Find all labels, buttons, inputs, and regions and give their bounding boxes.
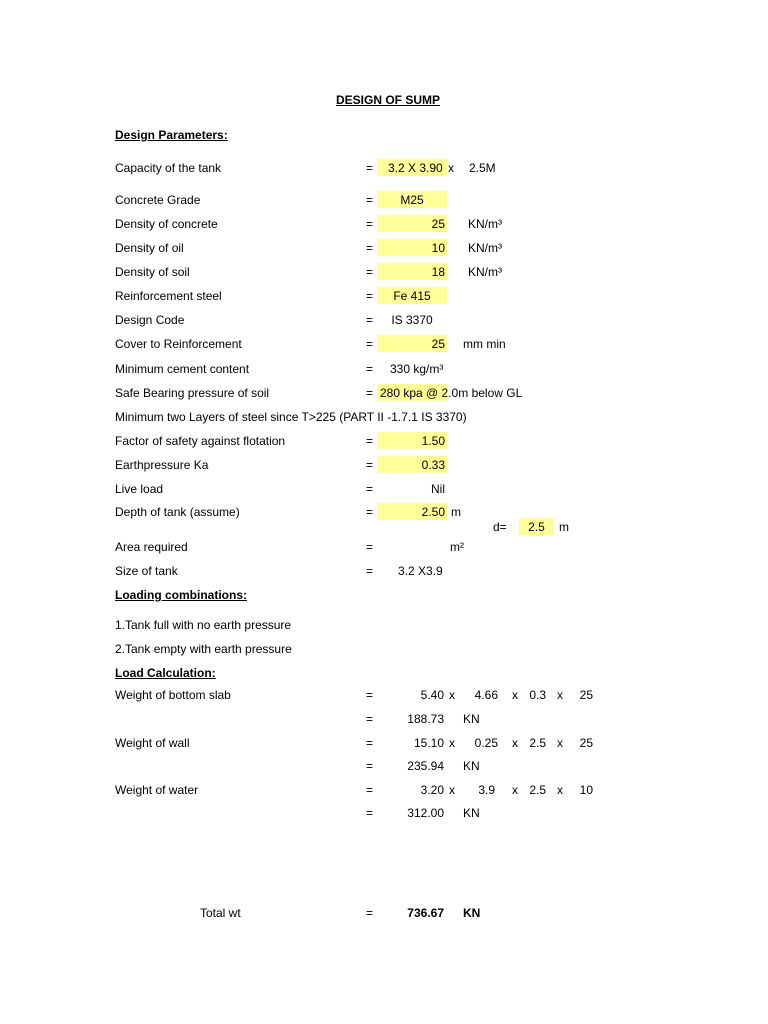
wall-b: 0.25: [474, 736, 498, 750]
density-soil-label: Density of soil: [115, 265, 190, 279]
equals-sign: =: [366, 434, 374, 448]
equals-sign: =: [366, 783, 374, 797]
combination-item: 2.Tank empty with earth pressure: [115, 642, 292, 656]
water-result: 312.00: [407, 806, 444, 820]
two-layers-note: Minimum two Layers of steel since T>225 (PART II -1.7.1 IS 3370): [115, 410, 467, 424]
equals-sign: =: [366, 337, 374, 351]
times-sign: x: [557, 736, 563, 750]
section-design-parameters: Design Parameters:: [115, 128, 228, 142]
density-oil-value[interactable]: 10: [431, 241, 445, 255]
bottom-slab-a: 5.40: [420, 688, 444, 702]
reinforcement-steel-value[interactable]: Fe 415: [393, 289, 431, 303]
equals-sign: =: [366, 906, 374, 920]
d-unit: m: [559, 520, 569, 534]
total-label: Total wt: [200, 906, 241, 920]
water-c: 2.5: [529, 783, 546, 797]
equals-sign: =: [366, 688, 374, 702]
equals-sign: =: [366, 736, 374, 750]
density-oil-label: Density of oil: [115, 241, 184, 255]
page-title: DESIGN OF SUMP: [336, 93, 441, 107]
bottom-slab-unit: KN: [463, 712, 480, 726]
times-sign: x: [557, 688, 563, 702]
times-sign: x: [449, 688, 455, 702]
fos-label: Factor of safety against flotation: [115, 434, 286, 448]
density-soil-unit: KN/m³: [468, 265, 502, 279]
depth-label: Depth of tank (assume): [115, 505, 240, 519]
wall-unit: KN: [463, 759, 480, 773]
density-oil-unit: KN/m³: [468, 241, 502, 255]
wall-label: Weight of wall: [115, 736, 190, 750]
bottom-slab-result: 188.73: [407, 712, 444, 726]
sbc-label: Safe Bearing pressure of soil: [115, 386, 270, 400]
density-concrete-label: Density of concrete: [115, 217, 218, 231]
area-required-label: Area required: [115, 540, 188, 554]
capacity-value[interactable]: 3.2 X 3.90: [388, 161, 443, 175]
equals-sign: =: [366, 289, 374, 303]
equals-sign: =: [366, 505, 374, 519]
concrete-grade-value[interactable]: M25: [400, 193, 424, 207]
equals-sign: =: [366, 564, 374, 578]
water-d: 10: [579, 783, 593, 797]
capacity-label: Capacity of the tank: [115, 161, 222, 175]
times-sign: x: [512, 688, 518, 702]
wall-c: 2.5: [529, 736, 546, 750]
equals-sign: =: [366, 482, 374, 496]
water-label: Weight of water: [115, 783, 199, 797]
times-sign: x: [448, 161, 454, 175]
equals-sign: =: [366, 313, 374, 327]
total-value: 736.67: [407, 906, 444, 920]
wall-d: 25: [579, 736, 593, 750]
times-sign: x: [512, 783, 518, 797]
earth-pressure-value[interactable]: 0.33: [421, 458, 445, 472]
min-cement-label: Minimum cement content: [115, 362, 250, 376]
d-value[interactable]: 2.5: [528, 520, 545, 534]
equals-sign: =: [366, 217, 374, 231]
d-label: d=: [493, 520, 507, 534]
water-a: 3.20: [420, 783, 444, 797]
cover-unit: mm min: [463, 337, 506, 351]
size-value: 3.2 X3.9: [398, 564, 443, 578]
wall-a: 15.10: [413, 736, 444, 750]
equals-sign: =: [366, 458, 374, 472]
cover-value[interactable]: 25: [431, 337, 445, 351]
depth-value[interactable]: 2.50: [421, 505, 445, 519]
equals-sign: =: [366, 241, 374, 255]
equals-sign: =: [366, 386, 374, 400]
concrete-grade-label: Concrete Grade: [115, 193, 201, 207]
live-load-label: Live load: [115, 482, 164, 496]
equals-sign: =: [366, 712, 374, 726]
sbc-value[interactable]: 280 kpa @ 2.0m below GL: [380, 386, 523, 400]
density-concrete-value[interactable]: 25: [431, 217, 445, 231]
times-sign: x: [449, 783, 455, 797]
section-load-calculation: Load Calculation:: [115, 666, 216, 680]
water-b: 3.9: [478, 783, 495, 797]
bottom-slab-label: Weight of bottom slab: [115, 688, 231, 702]
equals-sign: =: [366, 161, 374, 175]
design-code-value: IS 3370: [391, 313, 433, 327]
depth-unit: m: [451, 505, 461, 519]
equals-sign: =: [366, 806, 374, 820]
design-code-label: Design Code: [115, 313, 185, 327]
size-label: Size of tank: [115, 564, 178, 578]
times-sign: x: [512, 736, 518, 750]
times-sign: x: [449, 736, 455, 750]
density-concrete-unit: KN/m³: [468, 217, 502, 231]
fos-value[interactable]: 1.50: [421, 434, 445, 448]
capacity-depth: 2.5M: [469, 161, 496, 175]
cover-label: Cover to Reinforcement: [115, 337, 242, 351]
combination-item: 1.Tank full with no earth pressure: [115, 618, 292, 632]
water-unit: KN: [463, 806, 480, 820]
earth-pressure-label: Earthpressure Ka: [115, 458, 209, 472]
bottom-slab-d: 25: [579, 688, 593, 702]
reinforcement-steel-label: Reinforcement steel: [115, 289, 222, 303]
wall-result: 235.94: [407, 759, 444, 773]
equals-sign: =: [366, 193, 374, 207]
section-loading-combinations: Loading combinations:: [115, 588, 247, 602]
bottom-slab-b: 4.66: [474, 688, 498, 702]
equals-sign: =: [366, 265, 374, 279]
equals-sign: =: [366, 759, 374, 773]
equals-sign: =: [366, 540, 374, 554]
density-soil-value[interactable]: 18: [431, 265, 445, 279]
min-cement-value: 330 kg/m³: [390, 362, 444, 376]
equals-sign: =: [366, 362, 374, 376]
total-unit: KN: [463, 906, 481, 920]
times-sign: x: [557, 783, 563, 797]
area-required-unit: m²: [450, 540, 464, 554]
bottom-slab-c: 0.3: [529, 688, 546, 702]
live-load-value: Nil: [431, 482, 445, 496]
